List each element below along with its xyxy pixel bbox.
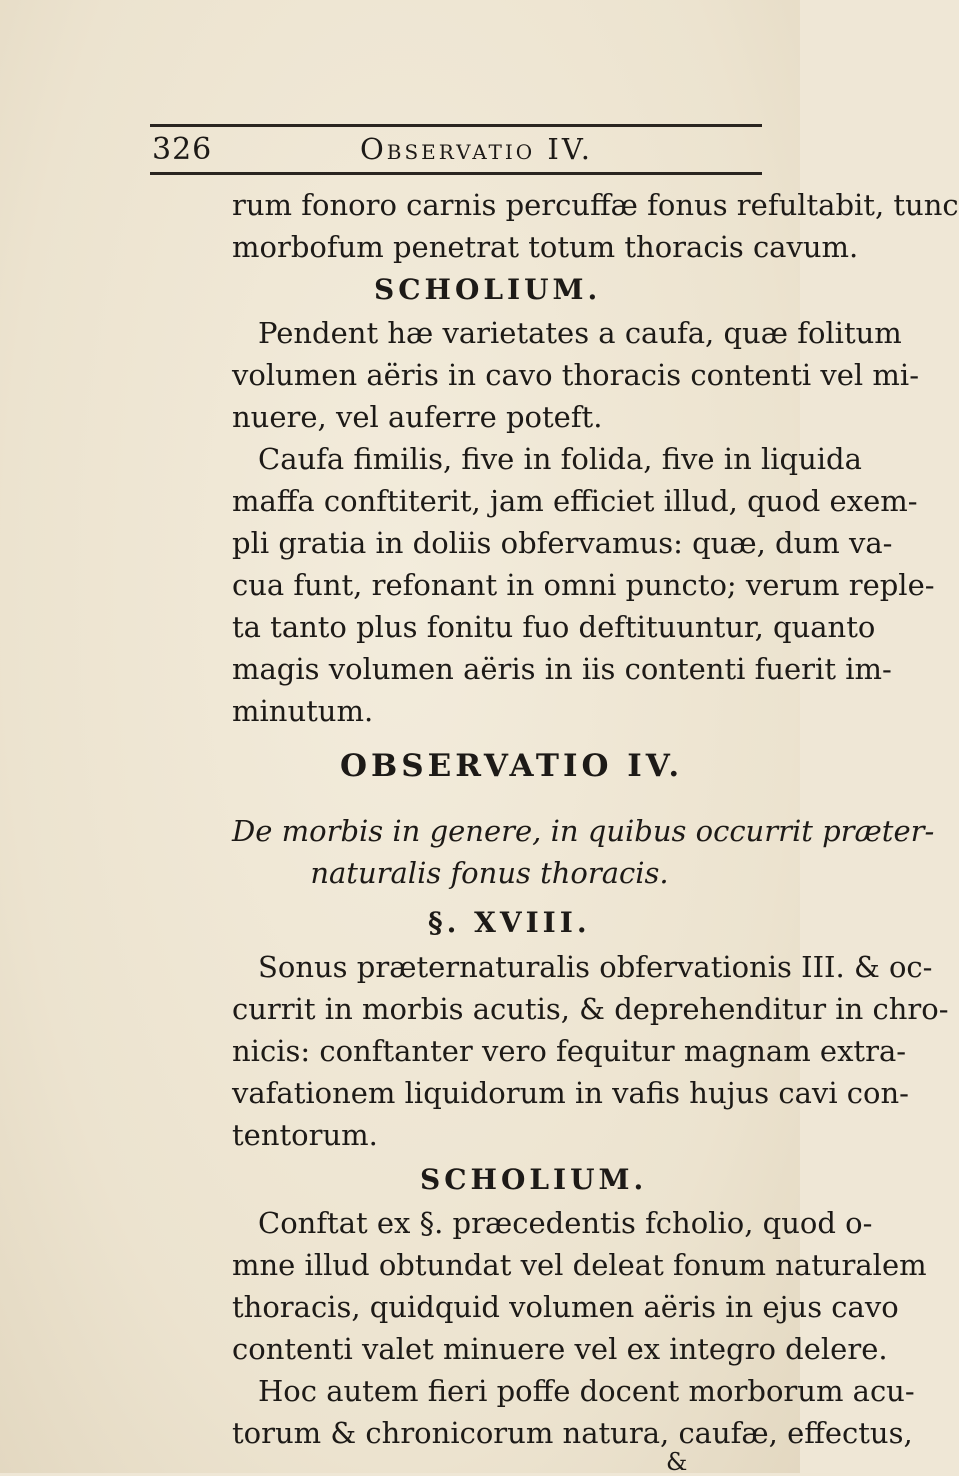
running-head <box>152 128 762 172</box>
observatio-text <box>232 946 949 1156</box>
text-line: ta tanto plus fonitu fuo deftituuntur, quanto <box>232 610 876 644</box>
text-line: volumen aëris in cavo thoracis contenti vel mi- <box>232 358 919 392</box>
scholium-text <box>232 312 935 732</box>
text-line: Caufa fimilis, five in folida, five in liquida <box>258 442 862 476</box>
text-line: nicis: conftanter vero fequitur magnam extra- <box>232 1034 907 1068</box>
catchword: & <box>666 1448 688 1476</box>
text-line: currit in morbis acutis, & deprehenditur in chro- <box>232 992 949 1026</box>
page-number: 326 <box>152 132 213 167</box>
text-line: maffa conftiterit, jam efficiet illud, quod exem- <box>232 484 918 518</box>
text-line: Conftat ex §. præcedentis fcholio, quod o- <box>258 1206 873 1240</box>
text-line: contenti valet minuere vel ex integro delere. <box>232 1332 888 1366</box>
text-line: rum fonoro carnis percuffæ fonus refultabit, tunc <box>232 188 959 222</box>
text-line: Pendent hæ varietates a caufa, quæ folitum <box>258 316 902 350</box>
observatio-heading: OBSERVATIO IV. <box>340 748 684 784</box>
scholium-heading: SCHOLIUM. <box>374 273 602 306</box>
scholium-heading: SCHOLIUM. <box>420 1163 648 1196</box>
text-line: Sonus præternaturalis obfervationis III. & oc- <box>258 950 933 984</box>
top-rule <box>150 124 762 127</box>
header-rule <box>150 172 762 175</box>
text-line: morbofum penetrat totum thoracis cavum. <box>232 230 859 264</box>
text-line: tentorum. <box>232 1118 378 1152</box>
text-line: pli gratia in doliis obfervamus: quæ, dum va- <box>232 526 893 560</box>
text-line: torum & chronicorum natura, caufæ, effectus, <box>232 1416 913 1450</box>
text-line: mne illud obtundat vel deleat fonum naturalem <box>232 1248 927 1282</box>
text-line: thoracis, quidquid volumen aëris in ejus cavo <box>232 1290 899 1324</box>
section-heading: §. XVIII. <box>428 906 591 939</box>
text-line: nuere, vel auferre poteft. <box>232 400 603 434</box>
text-line: minutum. <box>232 694 374 728</box>
scholium-text <box>232 1202 927 1454</box>
text-line: vafationem liquidorum in vafis hujus cavi con- <box>232 1076 909 1110</box>
subtitle-line: naturalis fonus thoracis. <box>310 856 669 890</box>
text-line: magis volumen aëris in iis contenti fuerit im- <box>232 652 892 686</box>
observatio-subtitle <box>232 810 935 894</box>
subtitle-line: De morbis in genere, in quibus occurrit præter- <box>232 814 935 848</box>
text-line: cua funt, refonant in omni puncto; verum reple- <box>232 568 935 602</box>
running-title: Observatio IV. <box>360 132 593 166</box>
paragraph-continuation <box>232 184 959 268</box>
text-line: Hoc autem fieri poffe docent morborum acu- <box>258 1374 915 1408</box>
